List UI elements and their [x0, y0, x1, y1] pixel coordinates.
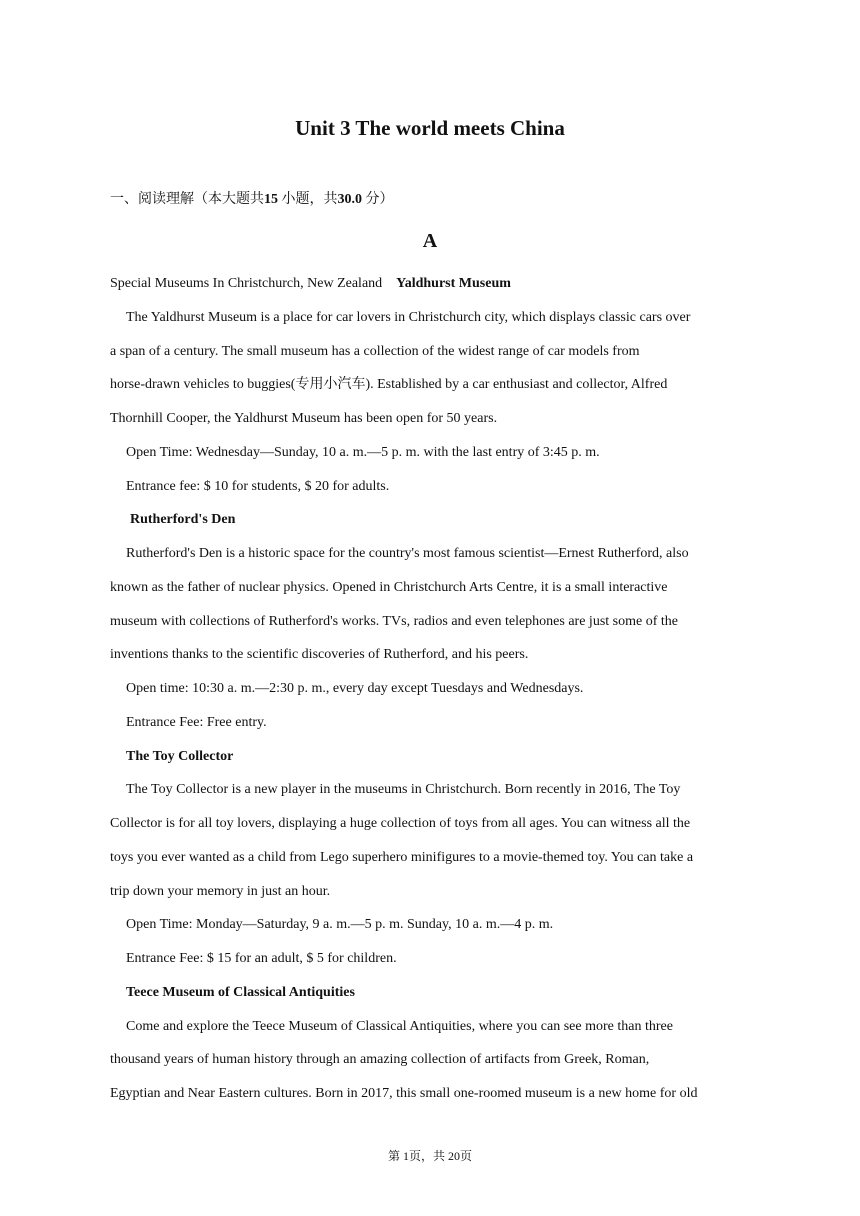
museum-heading: The Toy Collector	[126, 748, 234, 764]
museum-heading: Rutherford's Den	[130, 512, 236, 528]
section-heading-mid: 小题，共	[281, 192, 338, 207]
open-time-line: Open Time: Monday—Saturday, 9 a. m.—5 p. m. Sunday, 10 a. m.—4 p. m.	[126, 917, 554, 933]
page-footer: 第 1页，共 20页	[387, 1149, 472, 1163]
intro-line	[110, 267, 750, 301]
entrance-fee-line: Entrance fee: $ 10 for students, $ 20 for adults.	[126, 478, 390, 494]
museum-paragraph: The Toy Collector is a new player in the museums in Christchurch. Born recently in 2016, The Toy Collector is for all toy lovers, displaying a huge collection of toys from all ages. You can witness all the toys you ever wanted as a child from Lego superhero minifigures to a movie-themed toy. You can take a trip down your memory in just an hour.	[110, 782, 694, 899]
museum-heading: Teece Museum of Classical Antiquities	[126, 984, 355, 1000]
entrance-fee-line: Entrance Fee: $ 15 for an adult, $ 5 for children.	[126, 951, 397, 966]
museum-heading: Yaldhurst Museum	[396, 276, 511, 291]
entrance-fee-line: Entrance Fee: Free entry.	[126, 714, 267, 730]
passage-label: A	[422, 230, 438, 252]
section-score: 30.0	[337, 192, 362, 207]
passage-body	[110, 267, 750, 1111]
museum-paragraph: Rutherford's Den is a historic space for the country's most famous scientist—Ernest Rutherford, also known as the father of nuclear physics. Opened in Christchurch Arts Centre, it is a small interactive museum with collections of Rutherford's works. TVs, radios and even telephones are just some of the inventions thanks to the scientific discoveries of Rutherford, and his peers.	[110, 546, 689, 663]
intro-text: Special Museums In Christchurch, New Zealand	[110, 276, 383, 291]
question-count: 15	[264, 192, 278, 207]
museum-paragraph: The Yaldhurst Museum is a place for car lovers in Christchurch city, which displays classic cars over a span of a century. The small museum has a collection of the widest range of car models from horse-drawn vehicles to buggies(专用小汽车). Established by a car enthusiast and collector, Alfred Thornhill Cooper, the Yaldhurst Museum has been open for 50 years.	[110, 309, 691, 426]
document-title: Unit 3 The world meets China	[295, 116, 565, 140]
section-heading-suffix: 分）	[365, 192, 394, 207]
section-heading	[110, 188, 394, 212]
open-time-line: Open Time: Wednesday—Sunday, 10 a. m.—5 p. m. with the last entry of 3:45 p. m.	[126, 444, 600, 460]
museum-paragraph: Come and explore the Teece Museum of Classical Antiquities, where you can see more than three thousand years of human history through an amazing collection of artifacts from Greek, Roman, Egyptian and Near Eastern cultures. Born in 2017, this small one-roomed museum is a new home for old	[110, 1018, 698, 1101]
section-heading-prefix: 一、阅读理解（本大题共	[110, 192, 264, 207]
open-time-line: Open time: 10:30 a. m.—2:30 p. m., every day except Tuesdays and Wednesdays.	[126, 681, 584, 696]
